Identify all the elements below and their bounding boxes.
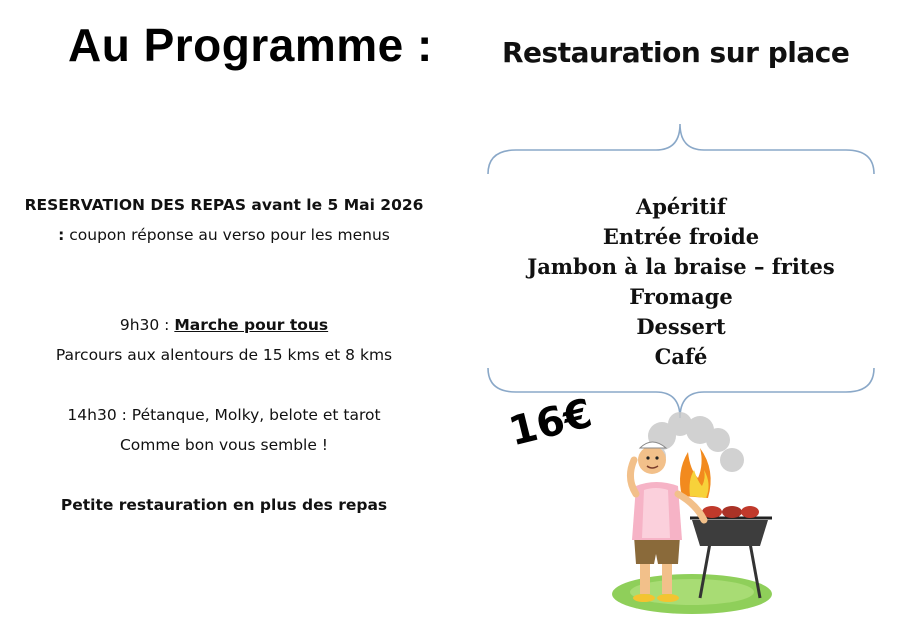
walk-description: Parcours aux alentours de 15 kms et 8 kms <box>55 346 393 364</box>
games-line: 14h30 : Pétanque, Molky, belote et tarot <box>67 406 381 424</box>
menu-item-cheese: Fromage <box>629 284 733 309</box>
walk-line <box>24 310 424 340</box>
walk-title: Marche pour tous <box>174 316 329 334</box>
menu-item-main: Jambon à la braise – frites <box>527 254 835 279</box>
reservation-note <box>24 190 424 250</box>
barbecue-cook-illustration <box>600 408 780 618</box>
reservation-deadline: RESERVATION DES REPAS avant le 5 Mai 2026 : <box>24 196 424 244</box>
program-details <box>24 190 424 520</box>
extra-catering-note: Petite restauration en plus des repas <box>60 496 388 514</box>
menu-item-aperitif: Apéritif <box>635 194 727 219</box>
menu-list <box>500 192 862 372</box>
menu-item-starter: Entrée froide <box>602 224 760 249</box>
walk-time: 9h30 : <box>119 316 175 334</box>
menu-item-coffee: Café <box>654 344 708 369</box>
menu-item-dessert: Dessert <box>636 314 726 339</box>
section-subtitle: Restauration sur place <box>502 36 850 69</box>
reservation-instructions: coupon réponse au verso pour les menus <box>64 226 390 244</box>
page-title: Au Programme : <box>68 19 433 71</box>
menu-price: 16€ <box>504 390 597 456</box>
games-note: Comme bon vous semble ! <box>119 436 329 454</box>
